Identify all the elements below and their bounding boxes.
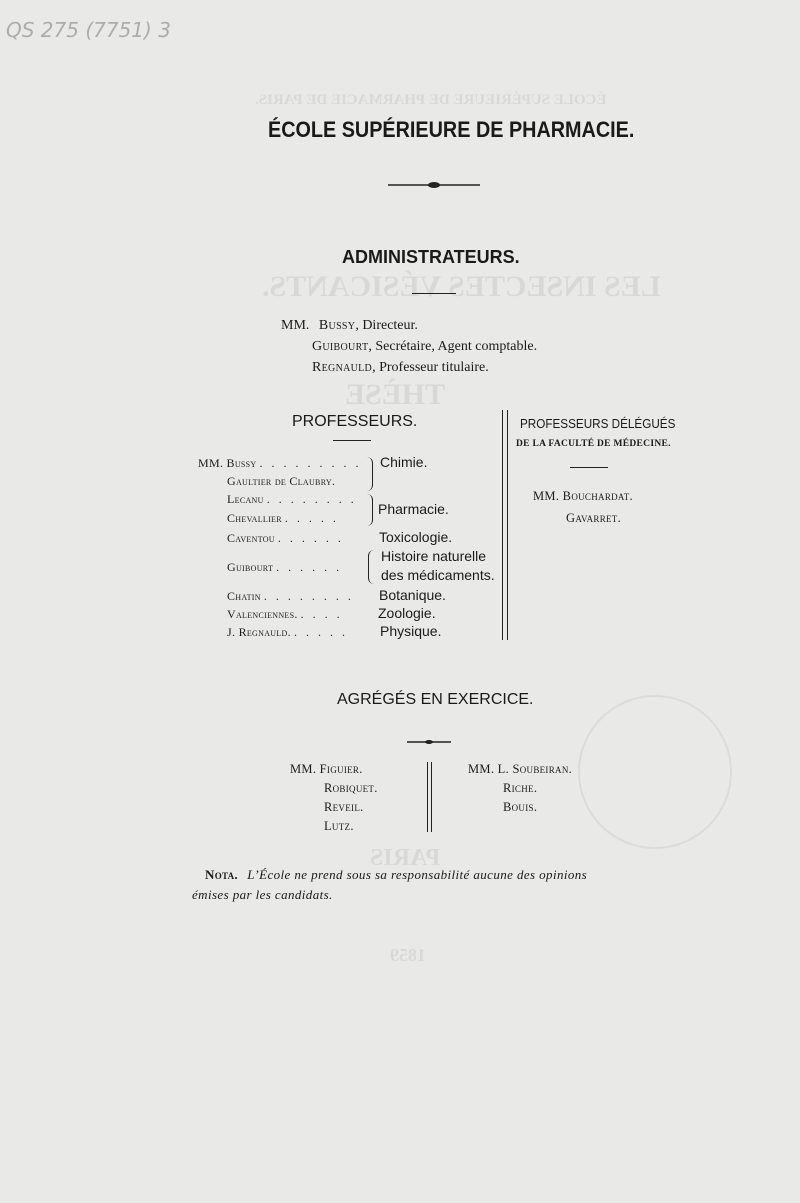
professor-row — [227, 531, 344, 546]
agrege-name: MM. Figuier. — [290, 762, 363, 776]
brace — [366, 457, 373, 491]
brace — [366, 494, 373, 526]
leader-dots: . . . . . . — [276, 560, 343, 574]
professors-heading: PROFESSEURS. — [292, 413, 418, 430]
professor-name: Valenciennes. — [227, 607, 298, 621]
professor-name: J. Regnauld. — [227, 625, 291, 639]
professor-name: MM. Bussy — [198, 456, 257, 470]
professor-name: Chevallier — [227, 511, 282, 525]
leader-dots: . . . . . . . . — [266, 492, 357, 506]
professor-row — [227, 560, 342, 575]
divider — [412, 293, 456, 294]
admin-role: Professeur titulaire. — [379, 360, 489, 375]
subject: Chimie. — [380, 454, 428, 470]
admin-line: MM. Bussy, Directeur. — [281, 318, 418, 333]
professor-name: Guibourt — [227, 560, 274, 574]
ornament-divider — [407, 738, 451, 746]
leader-dots: . . . . . . . . . — [259, 456, 362, 470]
subject: Physique. — [380, 623, 442, 639]
ornament-divider — [388, 180, 480, 190]
delegate-name: Gavarret. — [566, 511, 622, 525]
subject: Histoire naturelle — [381, 548, 487, 564]
column-rule — [431, 762, 432, 832]
professor-row — [227, 492, 357, 507]
leader-dots: . . . . . . . . — [263, 589, 354, 603]
admin-name: Regnauld — [312, 360, 373, 375]
agreges-heading: AGRÉGÉS EN EXERCICE. — [337, 691, 534, 708]
bleed-through-text: ÉCOLE SUPÉRIEURE DE PHARMACIE DE PARIS. — [255, 92, 607, 108]
subject: Toxicologie. — [379, 529, 453, 545]
professor-row — [227, 625, 348, 640]
column-rule — [502, 410, 503, 640]
nota-label: Nota. — [205, 867, 238, 882]
subject: Pharmacie. — [378, 501, 449, 517]
bleed-through-text: LES INSECTES VÉSICANTS. — [262, 270, 661, 303]
brace — [368, 550, 375, 584]
professor-row — [227, 607, 343, 622]
subject: Zoologie. — [378, 605, 436, 621]
column-rule — [427, 762, 428, 832]
administrators-heading: ADMINISTRATEURS. — [342, 247, 520, 267]
divider — [570, 467, 608, 468]
agrege-name: Bouis. — [503, 800, 538, 814]
nota-text: émises par les candidats. — [192, 887, 333, 902]
professor-row — [227, 474, 335, 489]
agrege-name: Lutz. — [324, 819, 354, 833]
admin-line: Guibourt, Secrétaire, Agent comptable. — [312, 339, 538, 354]
agrege-name: MM. L. Soubeiran. — [468, 762, 573, 776]
leader-dots: . . . . . . — [277, 531, 344, 545]
professor-row — [198, 456, 362, 471]
professor-row — [227, 511, 339, 526]
agrege-name: Reveil. — [324, 800, 364, 814]
nota-text: L’École ne prend sous sa responsabilité aucune des opinions — [247, 867, 588, 882]
leader-dots: . . . . . — [293, 625, 348, 639]
shelf-mark: QS 275 (7751) 3 — [6, 18, 171, 42]
bleed-through-text: THÈSE — [345, 378, 446, 411]
admin-role: Secrétaire, Agent comptable. — [375, 339, 538, 354]
delegate-name: MM. Bouchardat. — [533, 489, 633, 503]
admin-prefix: MM. — [281, 318, 310, 333]
professor-name: Lecanu — [227, 492, 264, 506]
admin-name: Guibourt — [312, 339, 369, 354]
agrege-name: Riche. — [503, 781, 538, 795]
professor-name: Caventou — [227, 531, 275, 545]
professor-name: Gaultier de Claubry. — [227, 474, 336, 488]
divider — [333, 440, 371, 441]
bleed-through-text: PARIS — [370, 845, 441, 871]
professor-row — [227, 589, 354, 604]
library-stamp — [578, 695, 732, 849]
admin-role: Directeur. — [362, 318, 418, 333]
nota-line — [205, 867, 587, 883]
agrege-name: Robiquet. — [324, 781, 378, 795]
subject: des médicaments. — [381, 567, 495, 583]
column-rule — [507, 410, 508, 640]
leader-dots: . . . . . — [284, 511, 339, 525]
bleed-through-text: 1859 — [390, 945, 426, 965]
delegates-heading: PROFESSEURS DÉLÉGUÉS — [520, 416, 676, 431]
admin-line: Regnauld, Professeur titulaire. — [312, 360, 489, 375]
subject: Botanique. — [379, 587, 446, 603]
professor-name: Chatin — [227, 589, 261, 603]
delegates-subheading: DE LA FACULTÉ DE MÉDECINE. — [516, 439, 671, 449]
page-title: ÉCOLE SUPÉRIEURE DE PHARMACIE. — [268, 117, 635, 142]
admin-name: Bussy — [318, 318, 356, 333]
leader-dots: . . . . — [300, 607, 343, 621]
